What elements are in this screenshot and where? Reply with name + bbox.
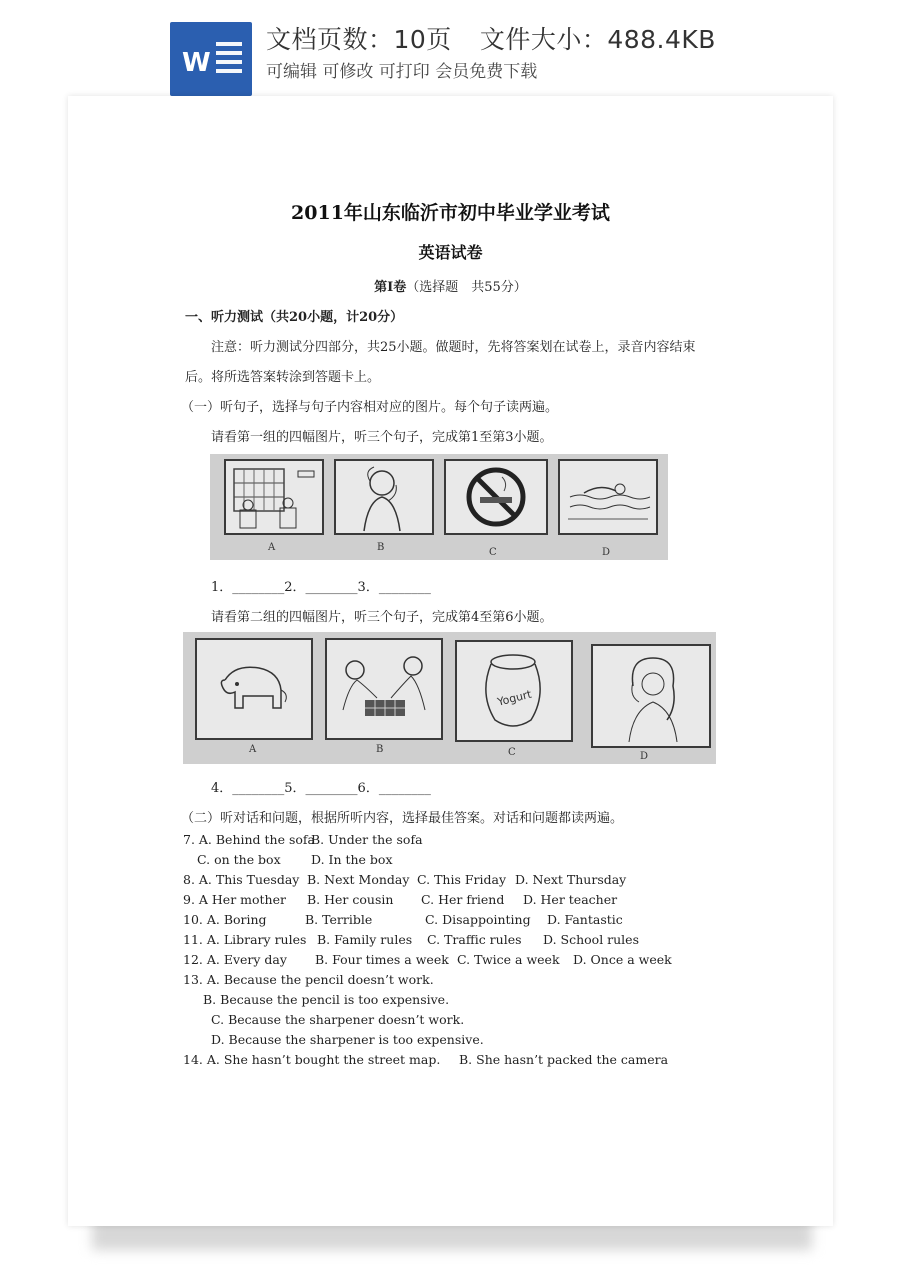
part-two-instruction: （二）听对话和问题，根据所听内容，选择最佳答案。对话和问题都读两遍。 [181, 811, 624, 826]
note-line-1: 注意：听力测试分四部分，共25小题。做题时，先将答案划在试卷上，录音内容结束 [211, 340, 696, 355]
q10-option-c: C. Disappointing [425, 912, 531, 927]
picture-label-b: B [377, 542, 385, 553]
picture-label-d: D [602, 547, 611, 558]
exam-title: 2011年山东临沂市初中毕业学业考试 [291, 202, 610, 224]
picture-label-c: C [508, 747, 516, 758]
no-smoking-image [446, 461, 546, 533]
yogurt-image [457, 642, 571, 740]
picture-library [224, 459, 324, 535]
q9-option-c: C. Her friend [421, 892, 505, 907]
q7-option-b: B. Under the sofa [311, 832, 423, 847]
picture-elephant [195, 638, 313, 740]
q13-option-b: B. Because the pencil is too expensive. [203, 992, 450, 1007]
word-icon-letter: W [182, 48, 211, 78]
q7-option-d: D. In the box [311, 852, 393, 867]
sick-man-image [336, 461, 432, 533]
q10-option-d: D. Fantastic [547, 912, 623, 927]
picture-label-d: D [640, 751, 649, 762]
q8-option-c: C. This Friday [417, 872, 507, 887]
q11-option-c: C. Traffic rules [427, 932, 522, 947]
chess-players-image [327, 640, 441, 738]
q11-option-b: B. Family rules [317, 932, 413, 947]
page-count-label: 文档页数：10页 [266, 25, 452, 54]
document-page [68, 96, 833, 1226]
q9-option-d: D. Her teacher [523, 892, 618, 907]
part-heading [68, 276, 833, 295]
q13-option-c: C. Because the sharpener doesn’t work. [211, 1012, 465, 1027]
download-banner [0, 0, 900, 96]
q10-option-a: 10. A. Boring [183, 912, 267, 927]
banner-title [266, 20, 716, 56]
q13-option-a: 13. A. Because the pencil doesn’t work. [183, 972, 434, 987]
picture-group-2 [183, 632, 716, 764]
group-one-instruction: 请看第一组的四幅图片，听三个句子，完成第1至第3小题。 [211, 430, 553, 445]
part-heading-rest: （选择题 共55分） [406, 280, 527, 295]
picture-sick-man [334, 459, 434, 535]
q12-option-b: B. Four times a week [315, 952, 449, 967]
q11-option-a: 11. A. Library rules [183, 932, 307, 947]
picture-label-b: B [376, 744, 384, 755]
exam-subtitle: 英语试卷 [418, 243, 483, 262]
q10-option-b: B. Terrible [305, 912, 373, 927]
yogurt-label: Yogurt [496, 687, 533, 709]
q14-option-a: 14. A. She hasn’t bought the street map. [183, 1052, 441, 1067]
group-two-instruction: 请看第二组的四幅图片，听三个句子，完成第4至第6小题。 [211, 610, 553, 625]
answer-blanks-1-3: 1．________2．________3．________ [211, 580, 431, 595]
part-one-instruction: （一）听句子，选择与句子内容相对应的图片。每个句子读两遍。 [181, 400, 559, 415]
q8-option-d: D. Next Thursday [515, 872, 627, 887]
banner-features: 可编辑 可修改 可打印 会员免费下载 [266, 62, 538, 82]
answer-blanks-4-6: 4．________5．________6．________ [211, 781, 431, 796]
library-image [226, 461, 322, 533]
note-line-2: 后。将所选答案转涂到答题卡上。 [185, 370, 381, 385]
picture-group-1 [210, 454, 668, 560]
q12-option-a: 12. A. Every day [183, 952, 287, 967]
picture-chess-players [325, 638, 443, 740]
picture-yogurt [455, 640, 573, 742]
q13-option-d: D. Because the sharpener is too expensive. [211, 1032, 484, 1047]
swimming-image [560, 461, 656, 533]
q7-option-a: 7. A. Behind the sofa [183, 832, 315, 847]
picture-girl [591, 644, 711, 748]
word-icon-lines [216, 42, 242, 78]
picture-no-smoking [444, 459, 548, 535]
section-heading: 一、听力测试（共20小题，计20分） [185, 310, 404, 325]
q11-option-d: D. School rules [543, 932, 639, 947]
q7-option-c: C. on the box [197, 852, 281, 867]
picture-label-a: A [249, 744, 257, 755]
q9-option-a: 9. A Her mother [183, 892, 286, 907]
q8-option-b: B. Next Monday [307, 872, 410, 887]
part-heading-bold: 第Ⅰ卷 [374, 280, 407, 295]
q12-option-d: D. Once a week [573, 952, 672, 967]
word-document-icon [170, 22, 252, 96]
q9-option-b: B. Her cousin [307, 892, 394, 907]
file-size-label: 文件大小：488.4KB [479, 25, 716, 54]
picture-label-a: A [268, 542, 276, 553]
girl-image [593, 646, 709, 746]
q14-option-b: B. She hasn’t packed the camera [459, 1052, 669, 1067]
elephant-image [197, 640, 311, 738]
picture-label-c: C [489, 547, 497, 558]
picture-swimming [558, 459, 658, 535]
q8-option-a: 8. A. This Tuesday [183, 872, 300, 887]
q12-option-c: C. Twice a week [457, 952, 560, 967]
